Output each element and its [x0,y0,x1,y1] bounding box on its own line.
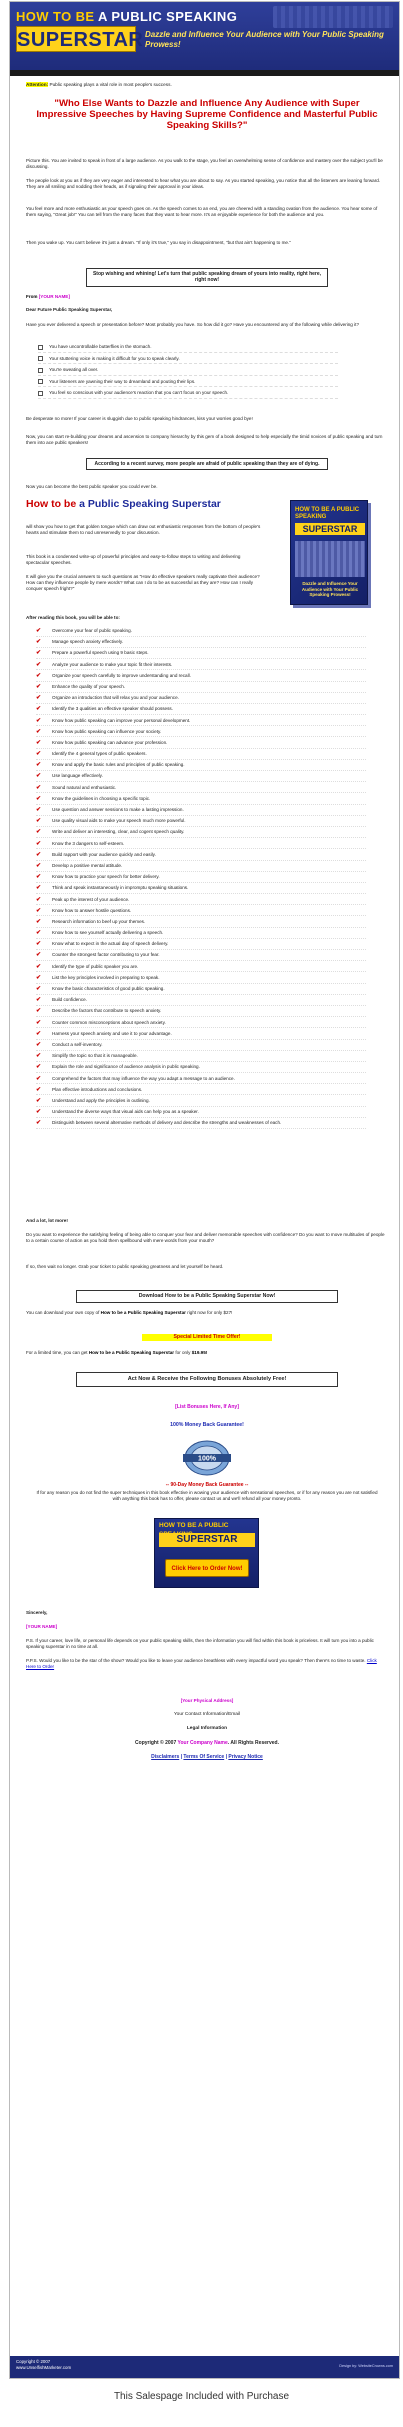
benefit-text: Peak up the interest of your audience. [52,896,130,902]
benefits-list [36,628,366,1131]
benefit-item [36,673,366,682]
benefit-item [36,1008,366,1017]
footer-links: Disclaimers | Terms Of Service | Privacy Notice [151,1754,263,1760]
benefit-text: Use question and answer sessions to make a lasting impression. [52,807,184,812]
benefit-item [36,1098,366,1107]
benefit-item [36,874,366,883]
howto-p2: This book is a condensed write-up of powerful principles and easy-to-follow steps to writing and delivering spectacular speeches. [26,554,241,566]
bottom-bar [10,2356,399,2378]
header-strip [10,70,399,76]
benefit-item [36,1053,366,1062]
benefit-text: Comprehend the factors that may influence the way you adapt a message to an audience. [52,1075,235,1081]
benefit-text: Simplify the topic so that it is manageable. [52,1053,138,1059]
benefit-item [36,796,366,805]
benefit-text: Use language effectively. [52,773,103,779]
benefit-text: Write and deliver an interesting, clear, and cogent speech quality. [52,829,185,835]
benefit-item [36,628,366,637]
benefit-item [36,1120,366,1129]
symptom-item: You feel so conscious with your audience's reaction that you can't focus on your speech. [38,390,338,399]
benefit-text: Know the 3 dangers to self-esteem. [52,840,125,846]
benefit-text: Prepare a powerful speech using 9 basic steps. [52,650,149,656]
special-offer-badge: Special Limited Time Offer! [142,1334,272,1341]
howto-text: will show you how to get that golden tongue which can draw out enthusiastic responses from the bottom of people's hearts and stimulate them to nod unreservedly to your discussion. [26,524,261,536]
benefit-text: Identify the 4 general types of public speakers. [52,751,147,757]
check-icon: ✔ [36,985,42,992]
logo-superstar: SUPERSTAR [16,26,136,52]
benefit-item [36,852,366,861]
desperate-text: Be desperate no more! If your career is sluggish due to public speaking hindrances, kiss your worries good bye! [26,416,253,421]
callout-box-2: According to a recent survey, more people are afraid of public speaking than they are of dying. [86,458,328,470]
check-icon: ✔ [36,627,42,634]
check-icon: ✔ [36,973,42,981]
audience-image [273,6,393,28]
caption: This Salespage Included with Purchase [113,2391,290,2402]
check-icon: ✔ [36,929,42,937]
check-icon: ✔ [36,873,42,881]
benefit-item [36,740,366,749]
benefit-text: Manage speech anxiety effectively. [52,639,124,645]
howto-title: How to be a Public Speaking Superstar [26,498,221,510]
checkbox-icon [38,345,43,350]
benefit-item [36,986,366,995]
benefit-text: Think and speak instantaneously in impromptu speaking situations. [52,885,189,891]
disclaimers-link[interactable]: Disclaimers [151,1754,180,1760]
check-icon: ✔ [36,649,42,657]
money-back-title: 100% Money Back Guarantee! [170,1422,244,1428]
benefit-text: Develop a positive mental attitude. [52,862,123,868]
benefit-item [36,1076,366,1085]
check-icon: ✔ [36,783,42,791]
check-icon: ✔ [36,1007,42,1015]
check-icon: ✔ [36,1096,42,1104]
check-icon: ✔ [36,660,42,668]
check-icon: ✔ [36,1085,42,1093]
signature-name: [YOUR NAME] [26,1624,58,1629]
benefit-item [36,718,366,727]
benefit-item [36,885,366,894]
benefit-text: Identify the type of public speaker you are. [52,963,139,969]
grab-text: If so, then wait no longer. Grab your ticket to public speaking greatness and let yourself be heard. [26,1264,224,1269]
salespage-frame [9,1,400,2379]
benefit-text: Know how to practice your speech for better delivery. [52,874,160,880]
check-icon: ✔ [36,962,42,970]
check-icon: ✔ [36,682,42,690]
check-icon: ✔ [36,716,42,724]
intro-p3: You feel more and more enthusiastic as your speech goes on. As the speech comes to an end, you are cheered with a standing ovation from the audience. You hear some of them saying, "Great job!" You can tell from the many faces that they want to hear more. It's an enjoyable experience for both the audience and you. [26,206,378,218]
check-icon: ✔ [36,727,42,735]
benefit-text: Plan effective introductions and conclusions. [52,1086,143,1092]
symptom-item: Your stuttering voice is making it difficult for you to speak clearly. [38,356,338,365]
benefit-item [36,829,366,838]
check-icon: ✔ [36,917,42,925]
best-text: Now you can become the best public speaker you could ever be. [26,484,158,489]
check-icon: ✔ [36,850,42,858]
benefits-title: After reading this book, you will be able to: [26,615,120,620]
benefit-item [36,952,366,961]
symptom-item: Your listeners are yawning their way to dreamland and pouting their lips. [38,379,338,388]
bonus-list-link: [List Bonuses Here, If Any] [175,1404,239,1410]
check-icon: ✔ [36,940,42,948]
check-icon: ✔ [36,694,42,702]
benefit-text: Counter the strongest factor contributing to your fear. [52,952,160,958]
benefit-item [36,818,366,827]
benefit-item [36,841,366,850]
benefit-text: Research information to beef up your themes. [52,918,146,924]
header-tagline: Dazzle and Influence Your Audience with Your Public Speaking Prowess! [145,30,384,49]
benefit-item [36,997,366,1006]
check-icon: ✔ [36,1018,42,1026]
benefit-text: Know how public speaking can influence your society. [52,728,162,734]
intro-p1: Picture this. You are invited to speak in front of a large audience. As you walk to the stage, you feel an overwhelming sense of confidence and mastery over the subject you'll be discussing. [26,158,383,170]
logo-line1: HOW TO BE A PUBLIC SPEAKING [16,9,238,24]
symptom-item: You're sweating all over. [38,367,338,376]
check-icon: ✔ [36,671,42,679]
download-text: You can download your own copy of How to be a Public Speaking Superstar right now for only $27! [26,1310,233,1315]
checkbox-icon [38,391,43,396]
pitch-text: Do you want to experience the satisfying feeling of being able to conquer your fear and deliver memorable speeches with confidence? Do you want to move multitudes of people to a certain course of action as you hold them spellbound with mere words from your mouth? [26,1232,385,1244]
benefit-item [36,1087,366,1096]
benefit-text: Know and apply the basic rules and principles of public speaking. [52,762,185,768]
check-icon: ✔ [36,1063,42,1071]
check-icon: ✔ [36,806,42,813]
benefit-item [36,1020,366,1029]
benefit-item [36,1031,366,1040]
benefit-text: Know the basic characteristics of good public speaking. [52,986,165,991]
benefit-item [36,662,366,671]
benefit-item [36,695,366,704]
seal-text: 100% [198,1455,216,1463]
benefit-text: Enhance the quality of your speech. [52,683,126,689]
benefit-text: Harness your speech anxiety and use it to your advantage. [52,1030,172,1036]
checkbox-icon [38,368,43,373]
benefit-item [36,941,366,950]
benefit-item [36,964,366,973]
benefit-item [36,773,366,782]
ps-text: P.S. If your career, love life, or personal life depends on your public speaking skills, then the information you will find within this book is priceless. It will turn you into a public speaking superstar in no time at all. [26,1638,374,1650]
check-icon: ✔ [36,1108,42,1116]
check-icon: ✔ [36,996,42,1004]
design-credit: Design by: WebsiteCrowns.com [339,2364,393,2368]
benefit-item [36,650,366,659]
check-icon: ✔ [36,828,42,836]
benefit-item [36,639,366,648]
check-icon: ✔ [36,705,42,713]
order-now-button[interactable]: Click Here to Order Now! [165,1559,249,1577]
intro-p4: Then you wake up. You can't believe it's just a dream. "If only it's true," you say in disappointment, "but that ain't happening to me." [26,240,291,245]
greeting: Dear Future Public Speaking Superstar, [26,307,113,312]
benefit-text: Organize your speech carefully to improve understanding and recall. [52,672,191,678]
benefit-item [36,919,366,928]
check-icon: ✔ [36,839,42,847]
copyright-line: Copyright © 2007 Your Company Name. All Rights Reserved. [135,1740,279,1746]
benefit-text: Know how public speaking can improve your personal development. [52,717,191,723]
benefit-text: Use quality visual aids to make your speech much more powerful. [52,818,186,824]
benefit-text: Build rapport with your audience quickly and easily. [52,851,156,857]
benefit-text: Sound natural and enthusiastic. [52,784,117,790]
check-icon: ✔ [36,1052,42,1060]
check-icon: ✔ [36,638,42,646]
benefit-text: Identify the 3 qualities an effective speaker should possess. [52,706,173,712]
symptoms-intro: Have you ever delivered a speech or presentation before? Most probably you have. So how did it go? Have you encountered any of the following while delivering it? [26,322,359,327]
benefit-text: Know how to see yourself actually delivering a speech. [52,930,164,936]
physical-address: [Your Physical Address] [180,1698,234,1703]
check-icon: ✔ [36,772,42,780]
check-icon: ✔ [36,750,42,758]
benefit-item [36,908,366,917]
check-icon: ✔ [36,884,42,892]
legal-info: Legal Information [186,1726,228,1731]
main-headline: "Who Else Wants to Dazzle and Influence Any Audience with Super Impressive Speeches by Having Supreme Confidence and Masterful Public Speaking Skills?" [36,98,378,131]
header-banner [10,2,399,76]
benefit-item [36,930,366,939]
benefit-item [36,684,366,693]
rebuild-text: Now, you can start re-building your dreams and ascension to company hierarchy by this gem of a book designed to help especially the timid novices of public speaking and turn them into ace public speakers! [26,434,383,446]
bonus-box: Act Now & Receive the Following Bonuses Absolutely Free! [76,1372,338,1387]
check-icon: ✔ [36,761,42,769]
contact-info: Your Contact Information/Email [173,1712,241,1717]
check-icon: ✔ [36,1119,42,1127]
symptom-item: You have uncontrollable butterflies in the stomach. [38,344,338,353]
click-here-to-order-link[interactable]: Click Here to Order [26,1658,377,1670]
privacy-link[interactable]: Privacy Notice [228,1754,263,1760]
benefit-text: Understand the diverse ways that visual aids can help you as a speaker. [52,1109,199,1115]
benefit-item [36,897,366,906]
benefit-item [36,729,366,738]
benefit-text: Analyze your audience to make your topic fit their interests. [52,661,173,667]
benefit-item [36,863,366,872]
guarantee-title: -- 90-Day Money Back Guarantee -- [165,1482,249,1488]
limited-text: For a limited time, you can get How to be a Public Speaking Superstar for only $19.95! [26,1350,208,1355]
check-icon: ✔ [36,906,42,914]
checkbox-icon [38,356,43,361]
howto-p3: It will give you the crucial answers to such questions as "How do effective speakers really captivate their audience? How can they influence people by mere words? What can I do to be as successful as they are? How can I really conquer speech fright?" [26,574,260,592]
callout-box-1: Stop wishing and whining! Let's turn that public speaking dream of yours into reality, right here, right now! [86,268,328,287]
check-icon: ✔ [36,951,42,959]
intro-p2: The people look at you as if they are very eager and interested to hear what you are about to say. As you started speaking, you notice that all the listeners are leaning forward. They are all smiling and nodding their heads, as if signaling their approval in your ideas. [26,178,381,190]
benefit-item [36,1042,366,1051]
benefit-item [36,1109,366,1118]
guarantee-text: If for any reason you do not find the super techniques in this book effective in wowing your audience with sensational speeches, or if for any reason you are not satisfied with anything this book has to offer, please contact us and we'll refund all your money pronto. [36,1490,378,1501]
ebook-cover-image: HOW TO BE A PUBLIC SPEAKING SUPERSTAR Dazzle and Influence Your Audience with Your Public Speaking Prowess! [290,500,368,605]
from-line: From [YOUR NAME] [26,294,70,299]
benefit-item [36,807,366,816]
benefit-text: Conduct a self-inventory. [52,1041,103,1047]
benefit-text: Know how public speaking can advance your profession. [52,739,168,745]
check-icon: ✔ [36,861,42,869]
benefit-text: Describe the factors that contribute to speech anxiety. [52,1008,162,1014]
benefit-text: Know the guidelines in choosing a specific topic. [52,795,151,801]
benefit-item [36,706,366,715]
benefit-item [36,785,366,794]
check-icon: ✔ [36,895,42,903]
sincerely: Sincerely, [26,1610,48,1615]
attention-line: Attention: Public speaking plays a vital role in most people's success. [26,82,172,87]
download-box: Download How to be a Public Speaking Superstar Now! [76,1290,338,1303]
benefit-item [36,975,366,984]
order-now-banner[interactable]: HOW TO BE A PUBLIC SUPERSTAR Click Here to Order Now! [154,1518,259,1588]
benefit-text: Build confidence. [52,997,87,1003]
benefit-item [36,751,366,760]
symptoms-list [38,344,338,402]
bottom-copyright: Copyright © 2007 www.UnselfishMarketer.com [16,2359,72,2370]
benefit-text: Know what to expect in the actual day of speech delivery. [52,941,169,947]
benefit-item [36,762,366,771]
benefit-text: Know how to answer hostile questions. [52,907,132,913]
more-text: And a lot, lot more! [26,1218,68,1223]
benefit-text: Overcome your fear of public speaking. [52,628,132,633]
check-icon: ✔ [36,794,42,802]
howto-section [26,498,266,618]
benefit-item [36,1064,366,1073]
pps-text: P.P.S. Would you like to be the star of the show? Would you like to leave your audience breathless with every impactful word you speak? Then there's no time to waste. Click Here to Order [26,1658,377,1670]
benefit-text: Counter common misconceptions about speech anxiety. [52,1019,166,1025]
check-icon: ✔ [36,1029,42,1037]
check-icon: ✔ [36,817,42,825]
guarantee-seal-icon [177,1438,237,1478]
check-icon: ✔ [36,1074,42,1082]
benefit-text: Organize an introduction that will relax you and your audience. [52,695,179,701]
benefit-text: List the key principles involved in preparing to speak. [52,974,160,980]
check-icon: ✔ [36,1040,42,1048]
check-icon: ✔ [36,738,42,746]
benefit-text: Understand and apply the principles in outlining. [52,1097,150,1103]
benefit-text: Explain the role and significance of audience analysis in public speaking. [52,1064,200,1070]
benefit-text: Distinguish between several alternative methods of delivery and describe the strengths and weaknesses of each. [52,1120,282,1126]
checkbox-icon [38,379,43,384]
terms-link[interactable]: Terms Of Service [183,1754,225,1760]
